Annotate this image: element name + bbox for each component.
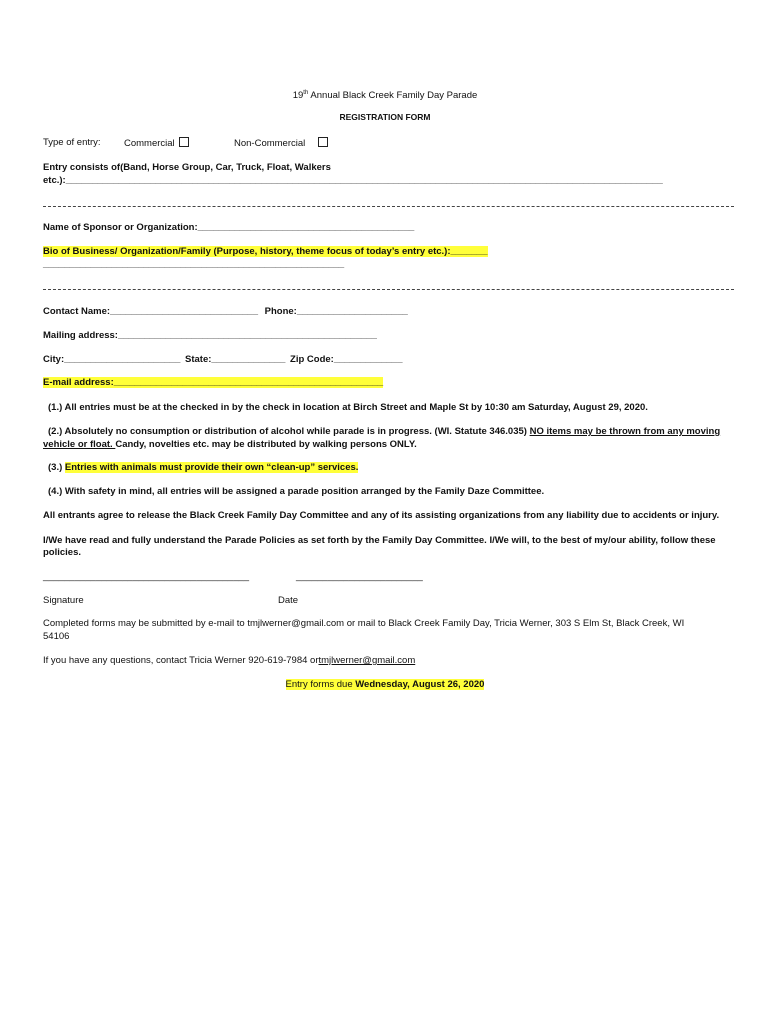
mailing-address-field[interactable]: Mailing address:_________________________________________________ — [43, 330, 377, 341]
date-label: Date — [278, 595, 299, 606]
due-date-highlight — [286, 679, 485, 690]
email-field[interactable] — [43, 377, 383, 389]
commercial-option[interactable] — [124, 137, 189, 150]
bio-field-line-2[interactable]: _________________________________________________________ — [43, 259, 345, 270]
contact-email-link[interactable]: tmjlwerner@gmail.com — [318, 655, 416, 666]
submit-instructions: Completed forms may be submitted by e-mail to tmjlwerner@gmail.com or mail to Black Creek Family Day, Tricia Werner, 303 S Elm St, Black Creek, WI — [43, 618, 685, 629]
submit-instructions-cont: 54106 — [43, 631, 70, 642]
form-title: REGISTRATION FORM — [339, 112, 431, 122]
non-commercial-checkbox[interactable] — [318, 137, 328, 147]
entry-type-label: Type of entry: — [43, 137, 101, 148]
document-title: 19th Annual Black Creek Family Day Parade — [292, 90, 478, 102]
understand-statement: I/We have read and fully understand the Parade Policies as set forth by the Family Day Committee. I/We will, to the best of my/our ability, follow these — [43, 535, 716, 546]
rule-3-text: Entries with animals must provide their own “clean-up” services. — [64, 462, 359, 473]
signature-line[interactable]: _______________________________________ — [43, 571, 250, 582]
commercial-label: Commercial — [124, 138, 175, 149]
sponsor-field[interactable]: Name of Sponsor or Organization:_________________________________________ — [43, 222, 415, 233]
zip-field[interactable]: Zip Code:_____________ — [290, 354, 403, 365]
commercial-checkbox[interactable] — [179, 137, 189, 147]
rule-2-text-cont: Candy, novelties etc. may be distributed by walking persons ONLY. — [115, 439, 417, 450]
entry-consists-label: Entry consists of(Band, Horse Group, Car, Truck, Float, Walkers — [43, 162, 331, 173]
rule-2-cont — [43, 439, 417, 451]
bio-extra-line[interactable] — [43, 289, 734, 290]
bio-field[interactable] — [43, 246, 488, 258]
rule-1: (1.) All entries must be at the checked in by the check in location at Birch Street and Maple St by 10:30 am Saturday, August 29, 2020. — [48, 402, 648, 413]
understand-statement-cont: policies. — [43, 547, 82, 558]
contact-name-field[interactable]: Contact Name:____________________________ — [43, 306, 258, 317]
non-commercial-option[interactable] — [234, 137, 328, 150]
contact-row — [43, 306, 408, 318]
release-statement: All entrants agree to release the Black Creek Family Day Committee and any of its assisting organizations from any liability due to accidents or injury. — [43, 510, 720, 521]
rule-4: (4.) With safety in mind, all entries will be assigned a parade position arranged by the Family Daze Committee. — [48, 486, 545, 497]
rule-3-number: (3.) — [48, 462, 65, 473]
date-line[interactable]: ________________________ — [296, 571, 423, 582]
non-commercial-label: Non-Commercial — [234, 138, 306, 149]
entry-type-row — [43, 137, 306, 149]
phone-field[interactable]: Phone:_____________________ — [264, 306, 408, 317]
rule-2-underlined: NO items may be thrown from any moving — [529, 426, 721, 437]
city-field[interactable]: City:______________________ — [43, 354, 181, 365]
rule-2-underlined-cont: vehicle or float. — [43, 439, 116, 450]
questions-line — [43, 655, 415, 667]
email-label: E-mail address:___________________________________________________ — [43, 377, 384, 388]
rule-3 — [48, 462, 358, 474]
entry-consists-extra-line[interactable] — [43, 206, 734, 207]
due-date-line — [0, 679, 770, 691]
due-date-text: Entry forms due — [285, 679, 356, 690]
questions-text: If you have any questions, contact Tricia Werner 920-619-7984 or — [43, 655, 319, 666]
city-row — [43, 354, 403, 366]
rule-2-text: (2.) Absolutely no consumption or distribution of alcohol while parade is in progress. (WI. Statute 346.035) — [48, 426, 530, 437]
rule-2 — [48, 426, 720, 438]
bio-label: Bio of Business/ Organization/Family (Purpose, history, theme focus of today’s entry etc.):_______ — [43, 246, 488, 257]
signature-label: Signature — [43, 595, 84, 606]
entry-consists-field[interactable]: etc.):_________________________________________________________________________________________________________________ — [43, 175, 663, 186]
due-date-value: Wednesday, August 26, 2020 — [355, 679, 485, 690]
state-field[interactable]: State:______________ — [185, 354, 286, 365]
